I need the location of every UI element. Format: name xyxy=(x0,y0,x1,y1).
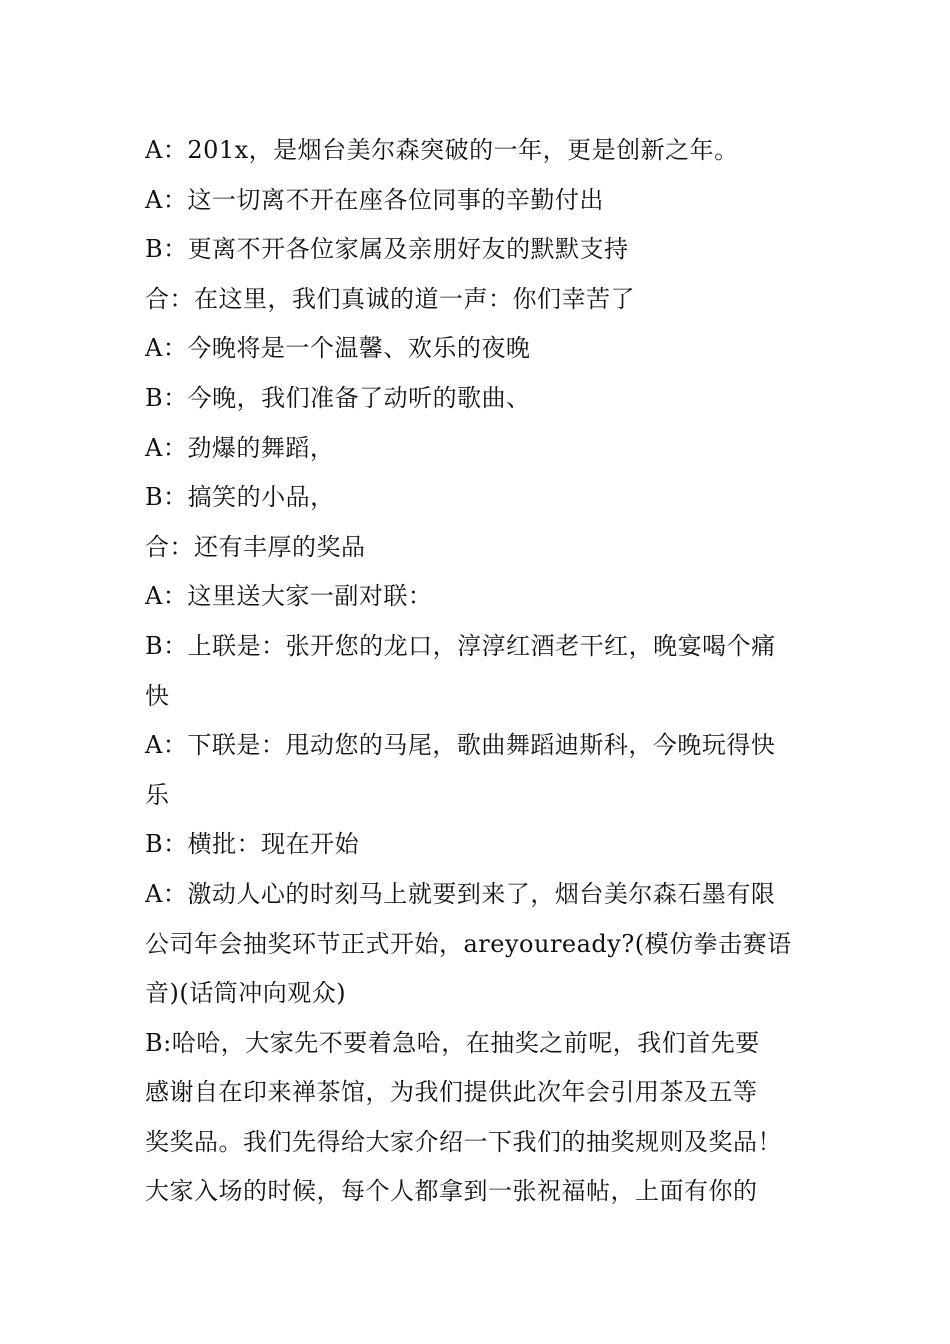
text-line: 合：在这里，我们真诚的道一声：你们幸苦了 xyxy=(145,284,635,313)
text-line: A：劲爆的舞蹈， xyxy=(145,433,335,462)
text-line: 音)(话筒冲向观众) xyxy=(145,979,347,1008)
text-line: 奖奖品。我们先得给大家介绍一下我们的抽奖规则及奖品！ xyxy=(145,1127,782,1156)
text-line: B:哈哈，大家先不要着急哈，在抽奖之前呢，我们首先要 xyxy=(145,1028,760,1057)
text-line: A：下联是：甩动您的马尾，歌曲舞蹈迪斯科，今晚玩得快 xyxy=(145,731,776,760)
text-line: A：今晚将是一个温馨、欢乐的夜晚 xyxy=(145,334,531,363)
text-line: 感谢自在印来禅茶馆，为我们提供此次年会引用茶及五等 xyxy=(145,1078,758,1107)
text-line: 合：还有丰厚的奖品 xyxy=(145,532,366,561)
text-line: 大家入场的时候，每个人都拿到一张祝福帖，上面有你的 xyxy=(145,1177,758,1206)
text-line: B：横批：现在开始 xyxy=(145,830,360,859)
text-line: A：激动人心的时刻马上就要到来了，烟台美尔森石墨有限 xyxy=(145,879,776,908)
text-line: 快 xyxy=(145,681,170,710)
text-line: B：今晚，我们准备了动听的歌曲、 xyxy=(145,383,531,412)
text-line: B：更离不开各位家属及亲朋好友的默默支持 xyxy=(145,235,629,264)
document-body xyxy=(145,126,810,1217)
text-line: 公司年会抽奖环节正式开始，areyouready?(模仿拳击赛语 xyxy=(145,929,792,958)
text-line: B：搞笑的小品， xyxy=(145,483,335,512)
text-line: A：这里送大家一副对联： xyxy=(145,582,433,611)
text-line: A：这一切离不开在座各位同事的辛勤付出 xyxy=(145,185,604,214)
text-line: 乐 xyxy=(145,780,170,809)
text-line: A：201x，是烟台美尔森突破的一年，更是创新之年。 xyxy=(145,136,739,164)
text-line: B：上联是：张开您的龙口，淳淳红酒老干红，晚宴喝个痛 xyxy=(145,631,776,660)
